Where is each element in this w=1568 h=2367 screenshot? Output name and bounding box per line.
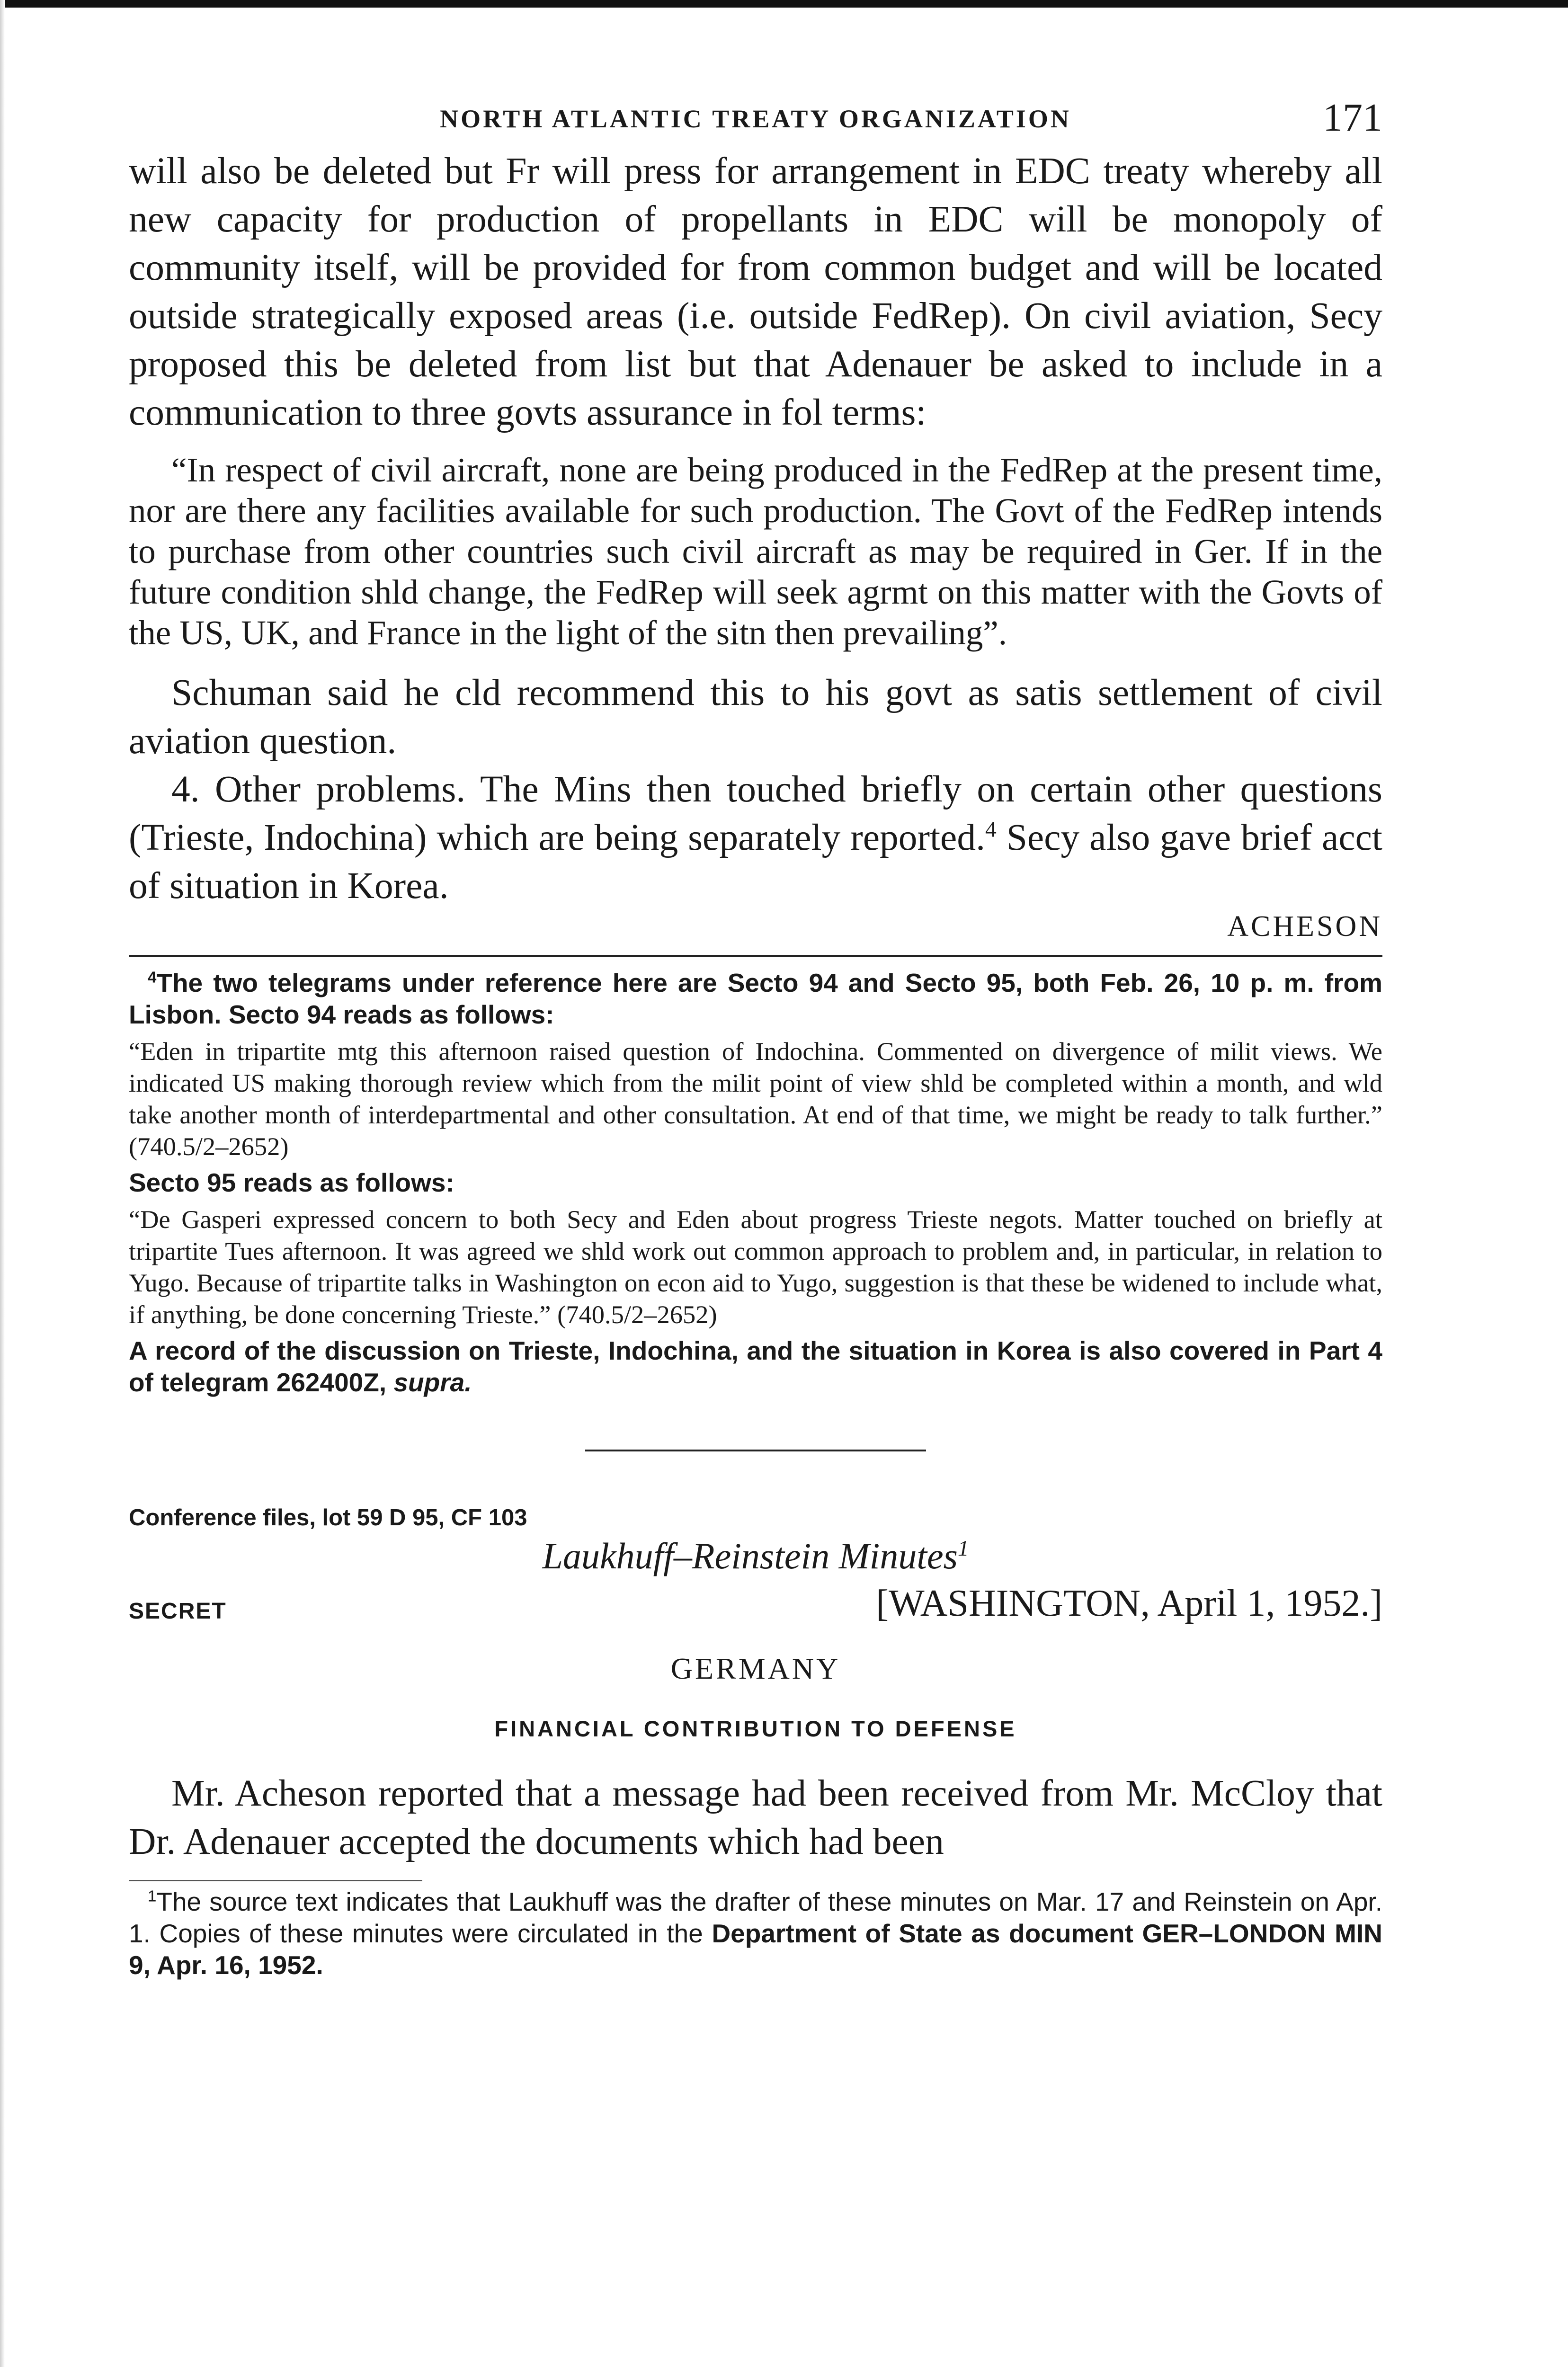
- dateline-row: [129, 1577, 1382, 1629]
- secto-95-label: Secto 95 reads as follows:: [129, 1168, 454, 1197]
- footnote-ref-1[interactable]: 1: [957, 1536, 969, 1561]
- dateline: [WASHINGTON, April 1, 1952.]: [876, 1583, 1382, 1624]
- body-paragraph-continued: will also be deleted but Fr will press for arrangement in EDC treaty whereby all new capacity for production of propellants in EDC will be monopoly of community itself, will be provided for from common budget and will be located outside strategically exposed areas (i.e. outside FedRep). On civil aviation, Secy proposed this be deleted from list but that Adenauer be asked to include in a communication to three govts assurance in fol terms:: [129, 150, 1382, 433]
- running-head: [129, 95, 1382, 147]
- footnote-4-intro: [129, 967, 1382, 1031]
- page-binding-edge: [0, 0, 5, 2367]
- minutes-paragraph: Mr. Acheson reported that a message had been received from Mr. McCloy that Dr. Adenauer accepted the documents which had been: [129, 1772, 1382, 1862]
- body-paragraph-schuman: Schuman said he cld recommend this to his govt as satis settlement of civil aviation question.: [129, 672, 1382, 762]
- document-title-text: Laukhuff–Reinstein Minutes: [542, 1535, 958, 1576]
- secto-95-quote: “De Gasperi expressed concern to both Secy and Eden about progress Trieste negots. Matter touched on briefly at tripartite Tues afternoon. It was agreed we shld work out common approach to problem and, in particular, in relation to Yugo. Because of tripartite talks in Washington on econ aid to Yugo, suggestion is that these be widened to include what, if anything, be done concerning Trieste.” (740.5/2–2652): [129, 1205, 1382, 1329]
- footnote-1-bold: Department of State as document GER–LONDON MIN 9, Apr. 16, 1952.: [129, 1919, 1382, 1980]
- footnote-4-closing-text: A record of the discussion on Trieste, Indochina, and the situation in Korea is also covered in Part 4 of telegram 262400Z,: [129, 1336, 1382, 1397]
- classification-label: SECRET: [129, 1599, 227, 1624]
- page-number: 171: [1323, 96, 1382, 140]
- secto-94-quote: “Eden in tripartite mtg this afternoon raised question of Indochina. Commented on divergence of milit views. We indicated US making thorough review which from the milit point of view shld be completed within a month, and wld take another month of interdepartmental and other consultation. At end of that time, we might be ready to talk further.” (740.5/2–2652): [129, 1037, 1382, 1161]
- source-note: Conference files, lot 59 D 95, CF 103: [129, 1505, 527, 1531]
- footnote-4-intro-text: The two telegrams under reference here are Secto 94 and Secto 95, both Feb. 26, 10 p. m. from Lisbon. Secto 94 reads as follows:: [129, 968, 1382, 1029]
- document-title: [129, 1535, 1382, 1577]
- body-paragraph-other-problems: [129, 765, 1382, 910]
- footnote-rule-bottom: [129, 1880, 422, 1881]
- footnote-4: [129, 967, 1382, 1398]
- signature: ACHESON: [1227, 910, 1382, 943]
- korea-text: Secy also gave brief acct of situation in Korea.: [129, 817, 1383, 907]
- footnote-mark-4: 4: [148, 968, 157, 986]
- other-problems-text: 4. Other problems. The Mins then touched briefly on certain other questions (Trieste, Indochina) which are being separately reported.: [129, 768, 1382, 858]
- footnote-mark-1: 1: [148, 1887, 157, 1905]
- footnote-rule: [129, 955, 1382, 957]
- civil-aircraft-quote: “In respect of civil aircraft, none are being produced in the FedRep at the present time, nor are there any facilities available for such production. The Govt of the FedRep intends to purchase from other countries such civil aircraft as may be required in Ger. If in the future condition shld change, the FedRep will seek agrmt on this matter with the Govts of the US, UK, and France in the light of the sitn then prevailing”.: [129, 451, 1382, 652]
- footnote-ref-4[interactable]: 4: [985, 817, 997, 842]
- running-title: NORTH ATLANTIC TREATY ORGANIZATION: [440, 105, 1071, 133]
- footnote-1: [129, 1886, 1382, 1981]
- footnote-1-main: The source text indicates that Laukhuff was the drafter of these minutes on Mar. 17 and Reinstein on Apr. 1. Copies of these minutes were circulated in the: [129, 1887, 1382, 1948]
- footnote-1-text: [129, 1886, 1382, 1981]
- supra-text: supra.: [393, 1368, 472, 1397]
- page-top-edge: [0, 0, 1568, 8]
- document-page: [129, 95, 1382, 1981]
- footnote-4-closing: [129, 1335, 1382, 1398]
- subheading: FINANCIAL CONTRIBUTION TO DEFENSE: [494, 1716, 1017, 1741]
- section-heading: GERMANY: [670, 1652, 841, 1685]
